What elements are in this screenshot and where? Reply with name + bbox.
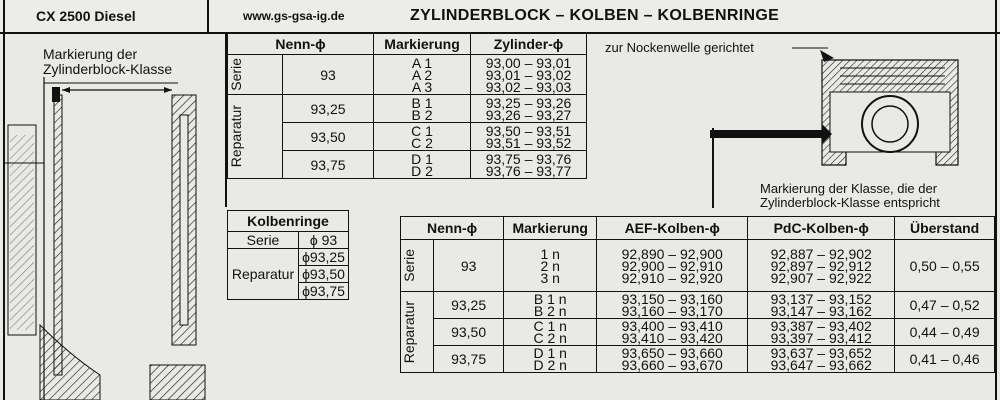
ring-rep-value: ϕ93,50 bbox=[299, 266, 349, 283]
ring-reparatur-label: Reparatur bbox=[228, 249, 299, 300]
pdc-cell bbox=[748, 319, 895, 346]
pdc-value: 93,397 – 93,412 bbox=[770, 330, 872, 346]
mark-d2: D 2 bbox=[411, 162, 433, 179]
range-a2: 93,01 – 93,02 bbox=[485, 66, 572, 83]
nenn-value: 93,25 bbox=[434, 292, 504, 319]
pdc-value: 93,387 – 93,402 bbox=[770, 318, 872, 334]
pdc-value: 93,647 – 93,662 bbox=[770, 357, 872, 373]
aef-value: 92,910 – 92,920 bbox=[621, 269, 723, 286]
mark-cell bbox=[504, 240, 597, 292]
serie-label: Serie bbox=[228, 58, 244, 91]
range-b1: 93,25 – 93,26 bbox=[485, 94, 572, 111]
ring-rep-value: ϕ93,75 bbox=[299, 283, 349, 300]
mark-a2: A 2 bbox=[411, 66, 433, 83]
range-d2: 93,76 – 93,77 bbox=[485, 162, 572, 179]
range-d1: 93,75 – 93,76 bbox=[485, 150, 572, 167]
piston-table bbox=[400, 216, 995, 373]
piston-ring-table bbox=[227, 210, 349, 300]
mark-b1n: B 1 n bbox=[533, 291, 567, 307]
col-markierung: Markierung bbox=[504, 217, 597, 240]
reparatur-cell bbox=[228, 95, 283, 179]
pdc-value: 92,897 – 92,912 bbox=[770, 257, 872, 274]
aef-cell bbox=[597, 346, 748, 373]
aef-cell bbox=[597, 292, 748, 319]
nenn-value: 93 bbox=[283, 55, 374, 95]
cylinder-block-drawing bbox=[0, 75, 225, 400]
ring-rep-value: ϕ93,25 bbox=[299, 249, 349, 266]
reparatur-cell bbox=[401, 292, 434, 373]
aef-cell bbox=[597, 319, 748, 346]
mark-1n: 1 n bbox=[540, 245, 560, 262]
mark-cell bbox=[374, 123, 471, 151]
col-aef: AEF-Kolben-ϕ bbox=[597, 217, 748, 240]
block-label-line1: Markierung der bbox=[43, 46, 138, 62]
ueberstand-value: 0,44 – 0,49 bbox=[895, 319, 995, 346]
ring-serie-value: ϕ 93 bbox=[299, 232, 349, 249]
serie-cell bbox=[401, 240, 434, 292]
range-c1: 93,50 – 93,51 bbox=[485, 122, 572, 139]
mark-d1n: D 1 n bbox=[533, 345, 567, 361]
pdc-value: 93,147 – 93,162 bbox=[770, 303, 872, 319]
mark-3n: 3 n bbox=[540, 269, 560, 286]
cylinder-table bbox=[227, 33, 587, 179]
serie-cell bbox=[228, 55, 283, 95]
pdc-cell bbox=[748, 240, 895, 292]
aef-value: 93,410 – 93,420 bbox=[621, 330, 723, 346]
block-label-line2: Zylinderblock-Klasse bbox=[43, 61, 173, 77]
mark-d2n: D 2 n bbox=[533, 357, 567, 373]
pdc-value: 93,137 – 93,152 bbox=[770, 291, 872, 307]
pdc-cell bbox=[748, 292, 895, 319]
nenn-value: 93,75 bbox=[283, 151, 374, 179]
class-mark-label bbox=[760, 182, 940, 210]
class-mark-line2: Zylinderblock-Klasse entspricht bbox=[760, 195, 940, 210]
col-markierung: Markierung bbox=[374, 34, 471, 55]
aef-value: 93,150 – 93,160 bbox=[621, 291, 723, 307]
nenn-value: 93,50 bbox=[434, 319, 504, 346]
ueberstand-value: 0,47 – 0,52 bbox=[895, 292, 995, 319]
col-pdc: PdC-Kolben-ϕ bbox=[748, 217, 895, 240]
mark-c2: C 2 bbox=[411, 134, 433, 151]
nenn-value: 93,75 bbox=[434, 346, 504, 373]
col-nenn: Nenn-ϕ bbox=[228, 34, 374, 55]
aef-value: 93,400 – 93,410 bbox=[621, 318, 723, 334]
aef-cell bbox=[597, 240, 748, 292]
right-border bbox=[995, 0, 997, 400]
model-title: CX 2500 Diesel bbox=[36, 8, 136, 24]
aef-value: 93,660 – 93,670 bbox=[621, 357, 723, 373]
col-nenn: Nenn-ϕ bbox=[401, 217, 504, 240]
ueberstand-value: 0,50 – 0,55 bbox=[895, 240, 995, 292]
range-b2: 93,26 – 93,27 bbox=[485, 106, 572, 123]
mark-c1n: C 1 n bbox=[533, 318, 567, 334]
range-c2: 93,51 – 93,52 bbox=[485, 134, 572, 151]
arrow-stem bbox=[712, 128, 714, 208]
block-class-label bbox=[43, 47, 172, 77]
mark-cell bbox=[374, 55, 471, 95]
pdc-value: 92,907 – 92,922 bbox=[770, 269, 872, 286]
range-cell bbox=[471, 123, 587, 151]
reparatur-label: Reparatur bbox=[401, 300, 417, 364]
mark-cell bbox=[504, 346, 597, 373]
header-divider bbox=[207, 0, 209, 32]
range-cell bbox=[471, 95, 587, 123]
nenn-value: 93,25 bbox=[283, 95, 374, 123]
nenn-value: 93 bbox=[434, 240, 504, 292]
mark-b2: B 2 bbox=[411, 106, 433, 123]
page-title: ZYLINDERBLOCK – KOLBEN – KOLBENRINGE bbox=[410, 7, 780, 24]
mark-b2n: B 2 n bbox=[533, 303, 567, 319]
mark-cell bbox=[504, 319, 597, 346]
range-a1: 93,00 – 93,01 bbox=[485, 54, 572, 71]
pdc-value: 93,637 – 93,652 bbox=[770, 345, 872, 361]
ueberstand-value: 0,41 – 0,46 bbox=[895, 346, 995, 373]
aef-value: 93,650 – 93,660 bbox=[621, 345, 723, 361]
range-a3: 93,02 – 93,03 bbox=[485, 78, 572, 95]
camshaft-label: zur Nockenwelle gerichtet bbox=[605, 40, 754, 55]
range-cell bbox=[471, 151, 587, 179]
pdc-value: 92,887 – 92,902 bbox=[770, 245, 872, 262]
mark-c2n: C 2 n bbox=[533, 330, 567, 346]
mark-2n: 2 n bbox=[540, 257, 560, 274]
mark-b1: B 1 bbox=[411, 94, 433, 111]
serie-label: Serie bbox=[401, 249, 417, 282]
mark-c1: C 1 bbox=[411, 122, 433, 139]
header-bar bbox=[0, 0, 1000, 34]
mark-a3: A 3 bbox=[411, 78, 433, 95]
ring-header: Kolbenringe bbox=[228, 211, 349, 232]
reparatur-label: Reparatur bbox=[228, 105, 244, 168]
aef-value: 92,900 – 92,910 bbox=[621, 257, 723, 274]
ring-serie-label: Serie bbox=[228, 232, 299, 249]
mark-d1: D 1 bbox=[411, 150, 433, 167]
aef-value: 93,160 – 93,170 bbox=[621, 303, 723, 319]
aef-value: 92,890 – 92,900 bbox=[621, 245, 723, 262]
source-url[interactable]: www.gs-gsa-ig.de bbox=[243, 9, 345, 23]
mark-cell bbox=[374, 95, 471, 123]
mark-cell bbox=[374, 151, 471, 179]
col-ueberstand: Überstand bbox=[895, 217, 995, 240]
nenn-value: 93,50 bbox=[283, 123, 374, 151]
col-zylinder: Zylinder-ϕ bbox=[471, 34, 587, 55]
range-cell bbox=[471, 55, 587, 95]
mark-a1: A 1 bbox=[411, 54, 433, 71]
piston-drawing bbox=[700, 40, 995, 185]
pdc-cell bbox=[748, 346, 895, 373]
class-mark-line1: Markierung der Klasse, die der bbox=[760, 181, 938, 196]
mark-cell bbox=[504, 292, 597, 319]
